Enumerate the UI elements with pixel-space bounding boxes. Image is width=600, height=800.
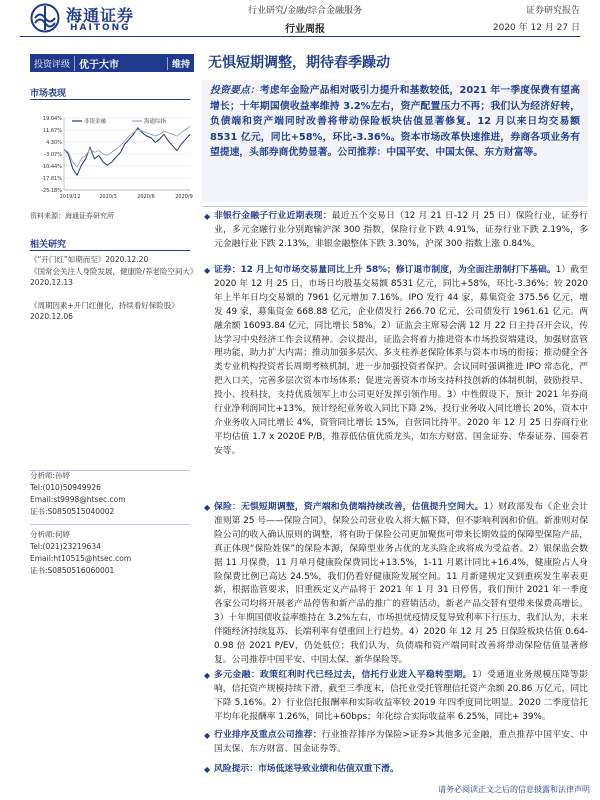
analyst-tel: Tel:(021)23219634 — [30, 542, 101, 551]
analyst-info — [30, 529, 195, 577]
section-heading: 多元金融：政策红利时代已经过去，信托行业进入平稳转型期。 — [214, 670, 472, 680]
logo-text-en: HAITONG — [70, 23, 131, 33]
summary-label: 投资要点： — [210, 85, 260, 96]
series-line-nonbank — [64, 128, 190, 175]
section-diversified-finance — [204, 669, 588, 725]
rating-status: 维持 — [167, 57, 194, 70]
y-tick-label: -17.81% — [41, 176, 62, 182]
bullet-icon: ◆ — [204, 266, 211, 275]
bullet-icon: ◆ — [204, 765, 211, 774]
analyst-email: Email:ht10515@htsec.com — [30, 554, 132, 563]
related-title-divider — [30, 250, 190, 251]
investment-summary — [202, 80, 588, 202]
haitong-logo — [30, 3, 158, 33]
related-item: 《周期因素+开门红催化，持续看好保险股》2020.12.06 — [30, 301, 179, 321]
rating-value: 优于大市 — [74, 56, 123, 71]
summary-divider — [202, 206, 588, 207]
header-divider — [20, 36, 580, 37]
report-title: 无惧短期调整，期待春季躁动 — [208, 55, 390, 71]
y-tick-label: -3.07% — [44, 152, 62, 158]
market-performance-title: 市场表现 — [30, 89, 67, 99]
legend-label: 非银金融 — [84, 119, 107, 125]
x-tick-label: 2020/3 — [99, 194, 117, 200]
section-body: 最近五个交易日（12 月 21 日-12 月 25 日）保险行业，证券行业，多元金融行业分别跑输沪深 300 指数，保险行业下跌 4.91%，证券行业下跌 2.19%，多元金融行业下跌 2.13%，非银金融整体下跌 3.30%，沪深 300 指数上涨 0.84%。 — [214, 211, 588, 249]
section-risk — [204, 763, 588, 777]
market-title-divider — [30, 99, 190, 100]
legend-label: 海通综指 — [144, 119, 167, 125]
analyst-name: 分析师:孙婷 — [30, 471, 71, 480]
series-line-composite — [64, 126, 190, 167]
report-type: 证券研究报告 — [525, 6, 580, 16]
section-body: 1）受通道业务规模压降等影响，信托资产规模持续下滑，截至三季度末，信托业受托管理信托资产余额 20.86 万亿元，同比下降 5.16%。2）行业信托报酬率和实际收益率较 2019 年四季度同比明显。2020 二季度信托平均年化报酬率 1.26%，同比+60bps；年化综合实际收益率 6.25%，同比+ 39%。 — [214, 670, 588, 722]
haitong-logo-icon — [30, 3, 60, 33]
section-securities — [204, 264, 588, 459]
y-tick-label: -25.18% — [41, 188, 62, 194]
x-tick-label: 2020/9 — [175, 194, 193, 200]
x-tick-label: 2019/12 — [59, 194, 81, 200]
rating-bar — [30, 54, 194, 72]
section-heading: 行业排序及重点公司推荐： — [214, 730, 322, 740]
analyst-divider — [30, 524, 190, 525]
report-date: 2020 年 12 月 27 日 — [492, 23, 580, 33]
section-heading: 证券：12 月上旬市场交易量同比上升 58%；修订退市制度，为全面注册制打下基础。 — [214, 265, 556, 275]
bullet-icon: ◆ — [204, 731, 211, 740]
section-heading: 保险：无惧短期调整，资产端和负债端持续改善，估值提升空间大。 — [214, 502, 484, 512]
analyst-tel: Tel:(010)50949926 — [30, 483, 101, 492]
bullet-icon: ◆ — [204, 671, 211, 680]
analyst-email: Email:st9998@htsec.com — [30, 495, 126, 504]
bullet-icon: ◆ — [204, 503, 211, 512]
analyst-info — [30, 470, 195, 518]
y-tick-label: 19.04% — [42, 116, 62, 122]
summary-text: 考虑年金险产品相对吸引力提升和基数较低，2021 年一季度保费有望高增长；十年期国债收益率维持 3.2%左右，资产配置压力不再；我们认为经济好转，负债端和资产端同时改善将带动保险板块估值显著修复。12 月以来日均交易额 8531 亿元，同比+58%，环比-3.36%。资本市场改革快速推进，券商各项业务有望提速，头部券商优势显著。公司推荐：中国平安、中国太保、东方财富等。 — [210, 85, 580, 158]
section-recommendation — [204, 729, 588, 757]
analyst-cert: 证书:S0850516060001 — [30, 566, 115, 575]
section-heading: 非银行金融子行业近期表现： — [214, 211, 332, 221]
rating-label: 投资评级 — [34, 59, 71, 70]
section-heading: 风险提示：市场低迷导致业绩和估值双重下滑。 — [214, 764, 399, 774]
disclaimer-footer: 请务必阅读正文之后的信息披露和法律声明 — [438, 785, 590, 794]
page-header — [0, 0, 600, 40]
chart-source: 资料来源：海通证券研究所 — [30, 212, 114, 220]
doc-type: 行业周报 — [285, 24, 325, 35]
market-performance-chart — [30, 110, 195, 205]
analyst-cert: 证书:S0850515040002 — [30, 507, 115, 516]
x-tick-label: 2020/6 — [137, 194, 155, 200]
industry-category: 行业研究/金融/综合金融服务 — [247, 6, 363, 16]
related-item: 《国常会关注人身险发展，健康险/养老险空间大》2020.12.13 — [30, 267, 194, 287]
analyst-name: 分析师:何婷 — [30, 530, 71, 539]
y-tick-label: 4.30% — [46, 140, 62, 146]
bullet-icon: ◆ — [204, 212, 211, 221]
y-tick-label: 11.67% — [42, 128, 62, 134]
related-item: 《“开门红”如期而至》2020.12.20 — [30, 255, 149, 264]
section-body: 1）财政部发布《企业会计准则第 25 号——保险合同》，保险公司营业收入将大幅下降，但不影响利润和价值。新准则对保险公司的收入确认原则的调整，将有助于保险公司更加聚焦可带来长期效益的保障型保险产品，真正体现“保险姓保”的保险本源，保障型业务占优的龙头险企或将成为受益者。2）银保监会数据 11 月保费，11 月单月健康险保费同比+13.5%，1-11 月累计同比+16.4%，健康险占人身险保费比例已高达 24.5%，我们仍看好健康险发展空间。11 月新建规定又到重疾发生率表更新，根据监管要求，旧重疾定义产品将于 2021 年 1 月 31 日停售，我们预计 2021 年一季度各家公司均将开展老产品停售和新产品的推广的营销活动，新老产品交替有望带来保费高增长。3）十年期国债收益率维持在 3.2%左右，市场担忧疫情反复导致利率下行压力，我们认为，未来伴随经济持续复苏、长端利率有望重回上行趋势。4）2020 年 12 月 25 日保险板块估值 0.64-0.98 倍 2021 P/EV，仍处低位；我们认为，负债端和资产端同时改善将带动保险估值显著修复。公司推荐中国平安、中国太保、新华保险等。 — [214, 502, 588, 665]
section-recent-performance — [204, 210, 588, 252]
section-body: 行业推荐排序为保险>证券>其他多元金融，重点推荐中国平安、中国太保、东方财富、国金证券等。 — [214, 730, 588, 754]
section-body: 1）截至 2020 年 12 月 25 日，市场日均股基交易额 8531 亿元，同比+58%，环比-3.36%；较 2020 年上半年日均交易额的 7961 亿元增加 7.16%。IPO 发行 44 家，募集资金 375.56 亿元，增发 49 家，募集资金 668.88 亿元，企业债发行 266.70 亿元，公司债发行 1961.61 亿元。两融余额 16093.84 亿元，同比增长 58%。2）证监会主席易会满 12 月 22 日主持召开会议，传达学习中央经济工作会议精神。会议提出，证监会将着力推进资本市场投资端建设，加强财富管理功能，助力扩大内需；推动加强多层次、多支柱养老保险体系与资本市场的衔接；推动健全各类专业机构投资者长周期考核机制，进一步加强投资者保护。会议同时强调推进 IPO 常态化，严把入口关，完善多层次资本市场体系；促进完善资本市场支持科技创新的体制机制，鼓励投早、投小、投科技，支持优质领军上市公司更好发挥引领作用。3）中性假设下，预计 2021 年券商行业净利润同比+13%，预计经纪业务收入同比下降 2%，投行业务收入同比增长 20%，资本中介业务收入同比增长 4%，资管同比增长 15%，自营同比持平。2020 年 12 月 25 日券商行业平均估值 1.7 x 2020E P/B，推荐低估值优质龙头，如东方财富、国金证券、华泰证券、国泰君安等。 — [214, 265, 588, 456]
related-research-title: 相关研究 — [30, 240, 67, 250]
section-insurance — [204, 501, 588, 668]
y-tick-label: -10.44% — [41, 164, 62, 170]
logo-text-cn: 海通证券 — [66, 6, 135, 25]
